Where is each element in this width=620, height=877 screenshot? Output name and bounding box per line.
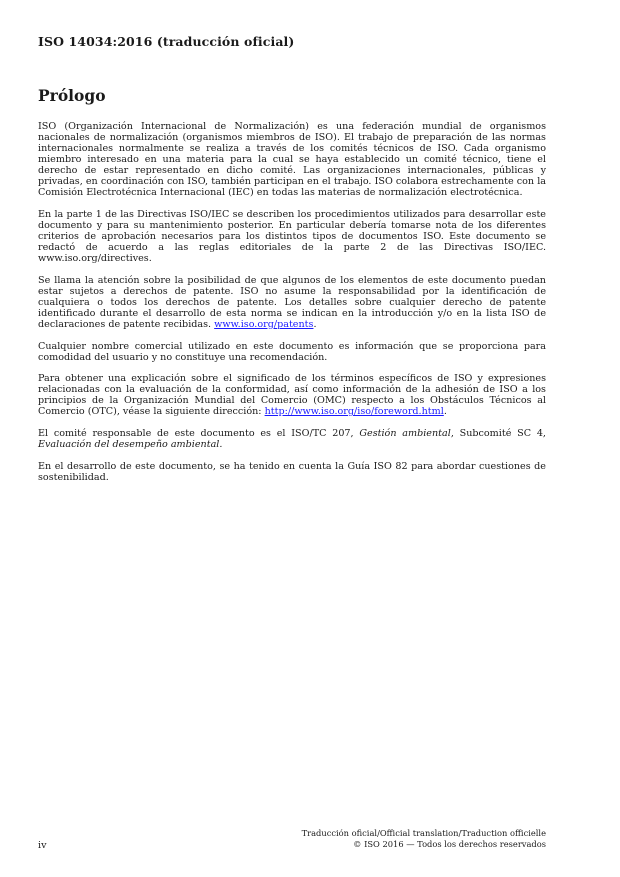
patents-link[interactable]: www.iso.org/patents bbox=[214, 318, 314, 330]
copyright-notice: © ISO 2016 — Todos los derechos reservados bbox=[353, 839, 546, 849]
foreword-body bbox=[38, 121, 546, 493]
paragraph-5-end: . bbox=[443, 406, 447, 418]
paragraph-5 bbox=[38, 373, 546, 417]
paragraph-2: En la parte 1 de las Directivas ISO/IEC se describen los procedimientos utilizados para desarrollar este documento y para su mantenimiento posterior. En particular debería tomarse nota de los diferentes criterios de aprobación necesarios para los distintos tipos de documentos ISO. Este documento se redactó de acuerdo a las reglas editoriales de la parte 2 de las Directivas ISO/IEC. www.iso.org/directives. bbox=[38, 208, 546, 265]
paragraph-5-text: Para obtener una explicación sobre el significado de los términos específicos de ISO y expresiones relacionadas con la evaluación de la conformidad, así como información de la adhesión de ISO a los principios de la Organización Mundial del Comercio (OMC) respecto a los Obstáculos Técnicos al Comercio (OTC), véase la siguiente dirección: bbox=[38, 373, 546, 418]
committee-title: Gestión ambiental bbox=[359, 428, 451, 440]
paragraph-1: ISO (Organización Internacional de Normalización) es una federación mundial de organismos nacionales de normalización (organismos miembros de ISO). El trabajo de preparación de las normas internacionales normalmente se realiza a través de los comités técnicos de ISO. Cada organismo miembro interesado en una materia para la cual se haya establecido un comité técnico, tiene el derecho de estar representado en dicho comité. Las organizaciones internacionales, públicas y privadas, en coordinación con ISO, también participan en el trabajo. ISO colabora estrechamente con la Comisión Electrotécnica Internacional (IEC) en todas las materias de normalización electrotécnica. bbox=[38, 121, 546, 199]
page-number: iv bbox=[38, 840, 47, 851]
paragraph-3-text: Se llama la atención sobre la posibilidad de que algunos de los elementos de este documento puedan estar sujetos a derechos de patente. ISO no asume la responsabilidad por la identificación de cualquiera o todos los derechos de patente. Los detalles sobre cualquier derecho de patente identificado durante el desarrollo de esta norma se indican en la introducción y/o en la lista ISO de declaraciones de patente recibidas. bbox=[38, 274, 546, 330]
paragraph-6-text: El comité responsable de este documento es el ISO/TC 207, bbox=[38, 428, 360, 440]
paragraph-6 bbox=[38, 428, 546, 450]
foreword-link[interactable]: http://www.iso.org/iso/foreword.html bbox=[264, 406, 444, 418]
paragraph-4: Cualquier nombre comercial utilizado en este documento es información que se proporciona para comodidad del usuario y no constituye una recomendación. bbox=[38, 340, 546, 363]
section-title: Prólogo bbox=[38, 86, 106, 105]
translation-note: Traducción oficial/Official translation/Traduction officielle bbox=[301, 828, 546, 838]
paragraph-3 bbox=[38, 275, 546, 330]
footer-notice bbox=[266, 828, 546, 850]
paragraph-7: En el desarrollo de este documento, se ha tenido en cuenta la Guía ISO 82 para abordar cuestiones de sostenibilidad. bbox=[38, 460, 546, 483]
paragraph-3-end: . bbox=[313, 318, 317, 330]
subcommittee-title: Evaluación del desempeño ambiental. bbox=[38, 439, 223, 451]
paragraph-6-mid: , Subcomité SC 4, bbox=[450, 428, 546, 440]
document-header: ISO 14034:2016 (traducción oficial) bbox=[38, 34, 295, 49]
